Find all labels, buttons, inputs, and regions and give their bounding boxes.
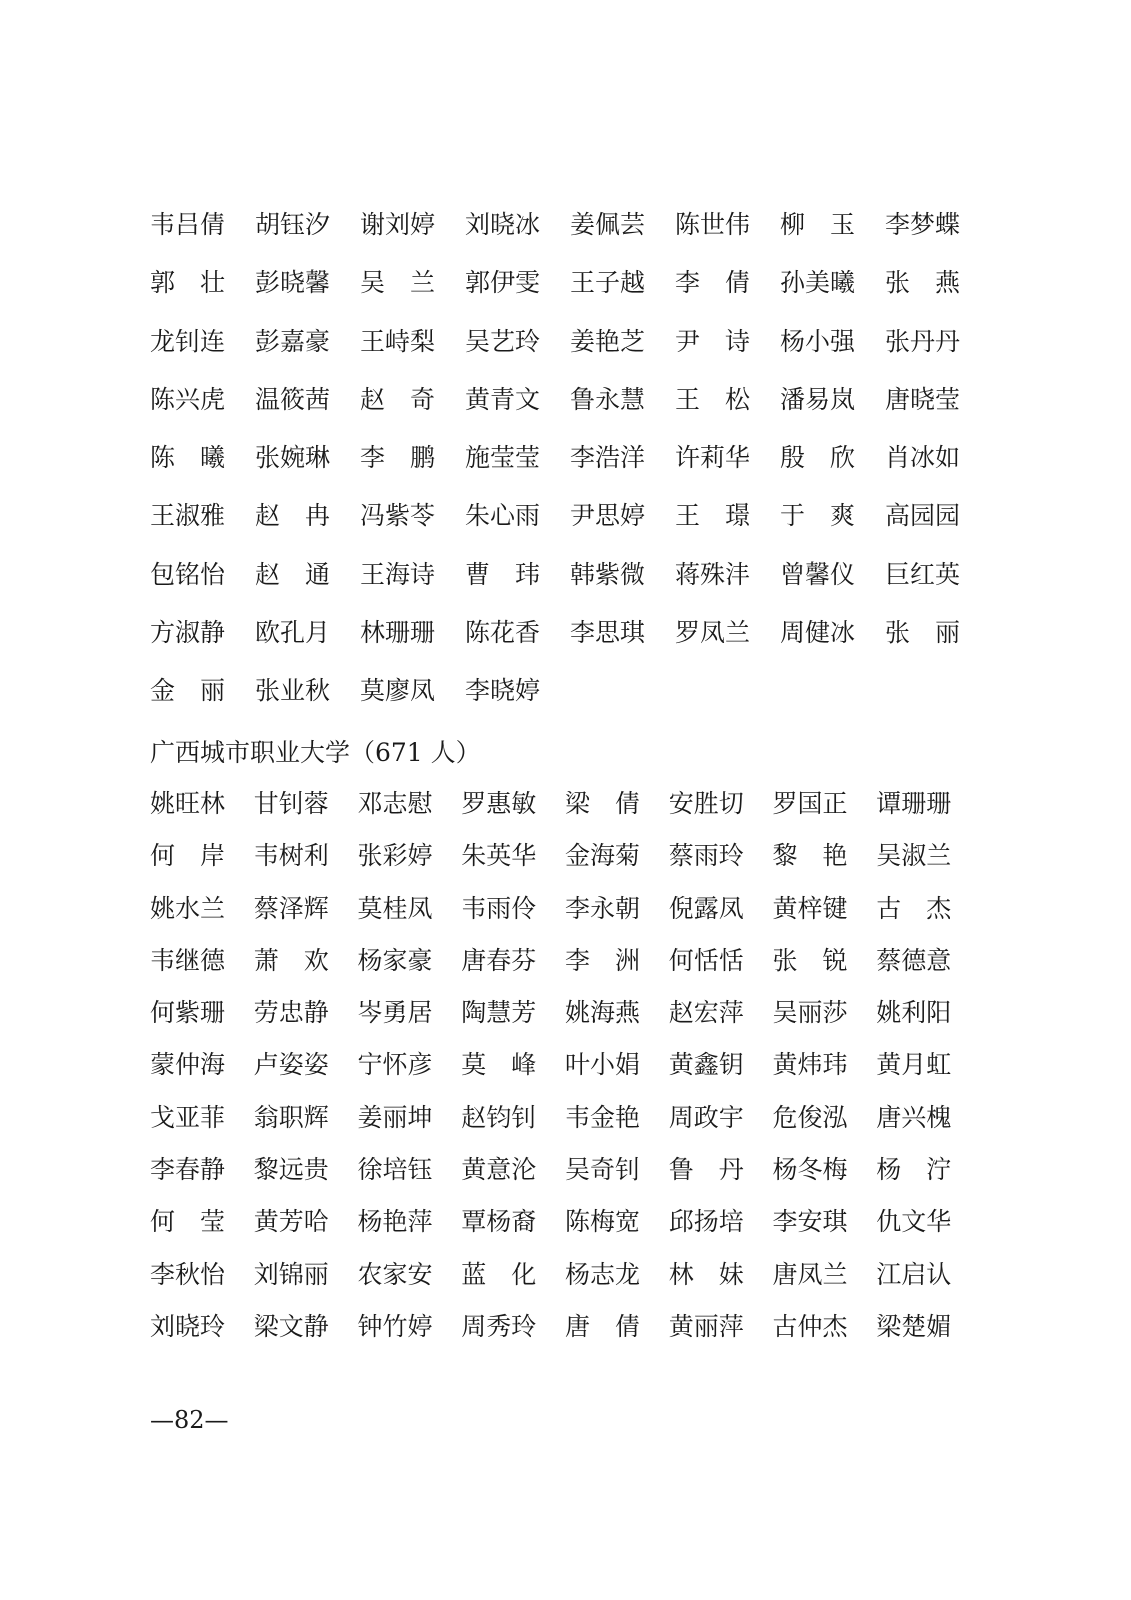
list-item: 吴丽莎 [772,998,848,1028]
list-item: 杨家豪 [357,945,433,975]
list-item: 吴淑兰 [876,841,952,871]
list-item: 翁职辉 [253,1102,329,1132]
list-item: 唐晓莹 [885,384,961,414]
list-item: 鲁永慧 [570,384,646,414]
list-item: 潘易岚 [780,384,856,414]
list-item: 蓝 化 [461,1259,537,1289]
list-item: 张婉琳 [255,443,331,473]
list-item: 莫廖凤 [360,676,436,706]
list-item: 黄炜玮 [772,1050,848,1080]
list-item: 萧 欢 [253,945,329,975]
list-item: 许莉华 [675,443,751,473]
list-item: 鲁 丹 [668,1155,744,1185]
list-item: 周健冰 [780,618,856,648]
list-item: 金 丽 [150,676,226,706]
list-item: 尹 诗 [675,326,751,356]
list-item: 李 鹏 [360,443,436,473]
list-item: 陈 曦 [150,443,226,473]
list-item: 张 锐 [772,945,848,975]
list-item: 韦吕倩 [150,210,226,239]
list-item: 黄丽萍 [668,1311,744,1341]
list-item: 殷 欣 [780,443,856,473]
list-item: 杨小强 [780,326,856,356]
list-item: 钟竹婷 [357,1311,433,1341]
list-item: 黄鑫钥 [668,1050,744,1080]
list-item: 莫 峰 [461,1050,537,1080]
list-item: 郭伊雯 [465,268,541,298]
list-item: 戈亚菲 [150,1102,226,1132]
list-item: 仇文华 [876,1207,952,1237]
list-item: 何 莹 [150,1207,226,1237]
list-item: 黄芳哈 [253,1207,329,1237]
list-item: 罗惠敏 [461,789,537,818]
list-item: 吴 兰 [360,268,436,298]
list-item: 杨 泞 [876,1155,952,1185]
list-item: 覃杨裔 [461,1207,537,1237]
list-item: 刘锦丽 [253,1259,329,1289]
list-item: 周秀玲 [461,1311,537,1341]
list-item: 吴奇钊 [565,1155,641,1185]
list-item: 吴艺玲 [465,326,541,356]
list-item: 金海菊 [565,841,641,871]
list-item: 赵 奇 [360,384,436,414]
list-item: 李 倩 [675,268,751,298]
list-item: 龙钊连 [150,326,226,356]
list-item: 陶慧芳 [461,998,537,1028]
list-item: 黄青文 [465,384,541,414]
list-item: 王峙梨 [360,326,436,356]
list-item: 于 爽 [780,501,856,531]
list-item: 王 松 [675,384,751,414]
list-item: 罗国正 [772,789,848,818]
list-item: 梁 倩 [565,789,641,818]
list-item: 尹思婷 [570,501,646,531]
list-item: 朱英华 [461,841,537,871]
list-item: 黄意沦 [461,1155,537,1185]
list-item: 赵钧钊 [461,1102,537,1132]
list-item: 邱扬培 [668,1207,744,1237]
list-item: 韩紫微 [570,559,646,589]
list-item: 刘晓冰 [465,210,541,239]
list-item: 黄梓键 [772,893,848,923]
list-item: 李晓婷 [465,676,541,706]
list-item: 姜佩芸 [570,210,646,239]
list-item: 韦金艳 [565,1102,641,1132]
list-item: 张 丽 [885,618,961,648]
list-item: 温筱茜 [255,384,331,414]
list-item: 林珊珊 [360,618,436,648]
list-item: 张 燕 [885,268,961,298]
list-item: 蔡德意 [876,945,952,975]
list-item: 黎 艳 [772,841,848,871]
list-item: 姜艳芝 [570,326,646,356]
list-item: 韦树利 [253,841,329,871]
list-item: 柳 玉 [780,210,856,239]
list-item: 岑勇居 [357,998,433,1028]
list-item: 林 妹 [668,1259,744,1289]
list-item: 李安琪 [772,1207,848,1237]
list-item: 何 岸 [150,841,226,871]
list-item: 唐凤兰 [772,1259,848,1289]
page-number: —82— [150,1406,229,1434]
list-item: 彭晓馨 [255,268,331,298]
list-item: 包铭怡 [150,559,226,589]
list-item: 张丹丹 [885,326,961,356]
list-item: 李秋怡 [150,1259,226,1289]
list-item: 李春静 [150,1155,226,1185]
list-item: 叶小娟 [565,1050,641,1080]
list-item: 唐春芬 [461,945,537,975]
list-item: 陈花香 [465,618,541,648]
list-item: 谢刘婷 [360,210,436,239]
list-item: 巨红英 [885,559,961,589]
list-item: 高园园 [885,501,961,531]
list-item: 李思琪 [570,618,646,648]
name-list-continued [150,203,990,728]
list-item: 施莹莹 [465,443,541,473]
list-item: 王淑雅 [150,501,226,531]
list-item: 倪露凤 [668,893,744,923]
list-item: 陈梅宽 [565,1207,641,1237]
list-item: 肖冰如 [885,443,961,473]
list-item: 朱心雨 [465,501,541,531]
list-item: 杨冬梅 [772,1155,848,1185]
list-item: 安胜切 [668,789,744,818]
list-item: 李 洲 [565,945,641,975]
list-item: 姚旺林 [150,789,226,818]
list-item: 农家安 [357,1259,433,1289]
list-item: 胡钰汐 [255,210,331,239]
list-item: 王海诗 [360,559,436,589]
list-item: 黄月虹 [876,1050,952,1080]
list-item: 张业秋 [255,676,331,706]
list-item: 蔡泽辉 [253,893,329,923]
list-item: 蒙仲海 [150,1050,226,1080]
list-item: 王子越 [570,268,646,298]
list-item: 卢姿姿 [253,1050,329,1080]
list-item: 江启认 [876,1259,952,1289]
list-item: 谭珊珊 [876,789,952,818]
list-item: 姚水兰 [150,893,226,923]
list-item: 甘钊蓉 [253,789,329,818]
list-item: 韦雨伶 [461,893,537,923]
list-item: 郭 壮 [150,268,226,298]
list-item: 唐 倩 [565,1311,641,1341]
name-list-guangxi-city-vocational-university [150,782,980,1357]
list-item: 曹 玮 [465,559,541,589]
list-item: 刘晓玲 [150,1311,226,1341]
list-item: 陈兴虎 [150,384,226,414]
list-item: 姚海燕 [565,998,641,1028]
list-item: 宁怀彦 [357,1050,433,1080]
list-item: 何恬恬 [668,945,744,975]
list-item: 孙美曦 [780,268,856,298]
list-item: 蔡雨玲 [668,841,744,871]
list-item: 张彩婷 [357,841,433,871]
list-item: 唐兴槐 [876,1102,952,1132]
list-item: 赵 通 [255,559,331,589]
list-item: 梁文静 [253,1311,329,1341]
list-item: 李浩洋 [570,443,646,473]
list-item: 梁楚媚 [876,1311,952,1341]
list-item: 蒋殊沣 [675,559,751,589]
list-item: 陈世伟 [675,210,751,239]
list-item: 罗凤兰 [675,618,751,648]
list-item: 邓志慰 [357,789,433,818]
list-item: 杨志龙 [565,1259,641,1289]
list-item: 危俊泓 [772,1102,848,1132]
list-item: 王 璟 [675,501,751,531]
list-item: 莫桂凤 [357,893,433,923]
list-item: 古仲杰 [772,1311,848,1341]
list-item: 劳忠静 [253,998,329,1028]
list-item: 方淑静 [150,618,226,648]
list-item: 李梦蝶 [885,210,961,239]
list-item: 彭嘉豪 [255,326,331,356]
list-item: 周政宇 [668,1102,744,1132]
list-item: 韦继德 [150,945,226,975]
list-item: 姜丽坤 [357,1102,433,1132]
list-item: 徐培钰 [357,1155,433,1185]
list-item: 赵 冉 [255,501,331,531]
list-item: 李永朝 [565,893,641,923]
list-item: 赵宏萍 [668,998,744,1028]
list-item: 黎远贵 [253,1155,329,1185]
institution-heading: 广西城市职业大学（671 人） [150,738,481,767]
list-item: 杨艳萍 [357,1207,433,1237]
list-item: 姚利阳 [876,998,952,1028]
list-item: 古 杰 [876,893,952,923]
list-item: 曾馨仪 [780,559,856,589]
list-item: 欧孔月 [255,618,331,648]
list-item: 冯紫苓 [360,501,436,531]
list-item: 何紫珊 [150,998,226,1028]
